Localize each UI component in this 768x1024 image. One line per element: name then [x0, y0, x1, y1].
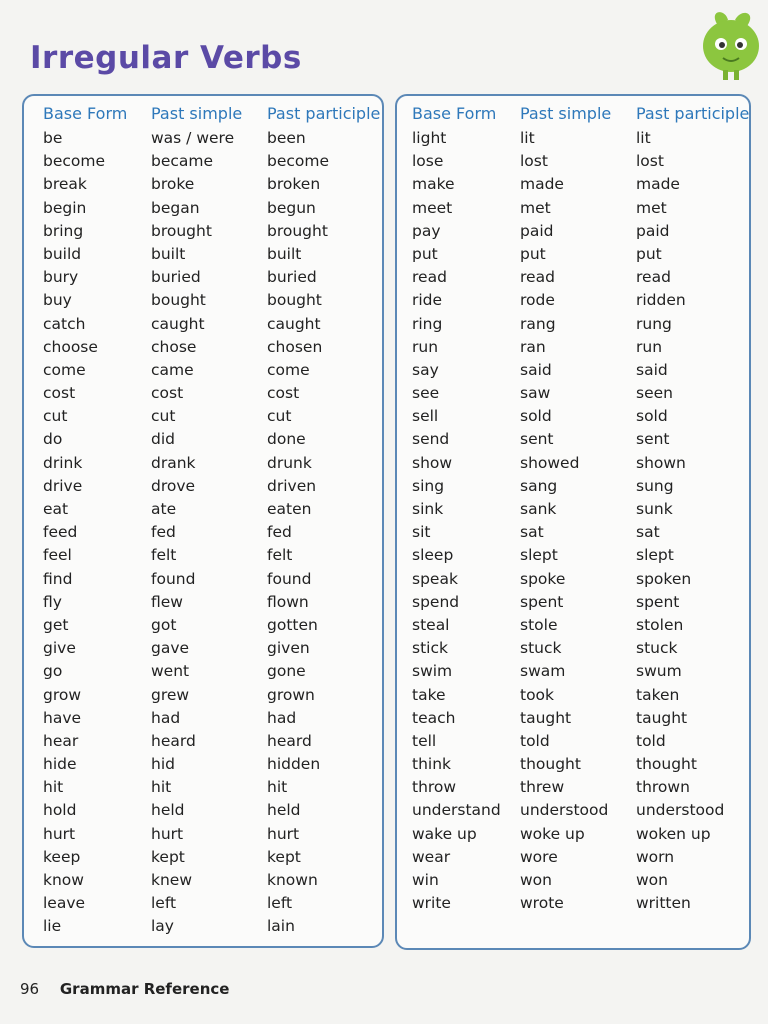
- table-row: [24, 871, 382, 894]
- table-row: [397, 477, 749, 500]
- table-row: [397, 152, 749, 175]
- past-simple-cell: began: [151, 198, 200, 217]
- past-participle-cell: drunk: [267, 453, 312, 472]
- past-simple-cell: flew: [151, 592, 183, 611]
- base-form-cell: come: [43, 360, 86, 379]
- base-form-cell: wake up: [412, 824, 477, 843]
- past-participle-cell: thought: [636, 755, 697, 774]
- table-row: [397, 384, 749, 407]
- past-simple-cell: bought: [151, 291, 206, 310]
- base-form-cell: lose: [412, 152, 444, 171]
- past-participle-cell: caught: [267, 314, 321, 333]
- past-participle-cell: sent: [636, 430, 670, 449]
- base-form-cell: understand: [412, 801, 501, 820]
- past-participle-cell: swum: [636, 662, 682, 681]
- past-participle-cell: put: [636, 244, 662, 263]
- table-row: [397, 732, 749, 755]
- base-form-cell: find: [43, 569, 73, 588]
- table-row: [24, 639, 382, 662]
- base-form-cell: take: [412, 685, 446, 704]
- base-form-cell: sell: [412, 407, 439, 426]
- past-simple-cell: got: [151, 615, 177, 634]
- base-form-cell: read: [412, 268, 447, 287]
- page-title: Irregular Verbs: [30, 40, 302, 76]
- past-simple-cell: broke: [151, 175, 195, 194]
- table-row: [24, 222, 382, 245]
- base-form-cell: send: [412, 430, 450, 449]
- past-simple-cell: cut: [151, 407, 176, 426]
- table-row: [24, 755, 382, 778]
- base-form-cell: buy: [43, 291, 72, 310]
- past-participle-cell: left: [267, 894, 293, 913]
- base-form-cell: win: [412, 871, 439, 889]
- header-base-form: Base Form: [43, 104, 128, 123]
- table-row: [397, 709, 749, 732]
- table-row: [397, 778, 749, 801]
- past-simple-cell: had: [151, 708, 181, 727]
- table-row: [397, 546, 749, 569]
- base-form-cell: show: [412, 453, 453, 472]
- base-form-cell: feed: [43, 523, 78, 542]
- past-participle-cell: understood: [636, 801, 725, 820]
- past-participle-cell: sung: [636, 476, 674, 495]
- table-row: [24, 732, 382, 755]
- base-form-cell: tell: [412, 731, 437, 750]
- past-simple-cell: went: [151, 662, 190, 681]
- past-participle-cell: begun: [267, 198, 316, 217]
- base-form-cell: speak: [412, 569, 458, 588]
- past-participle-cell: flown: [267, 592, 309, 611]
- footer-label: Grammar Reference: [59, 980, 230, 998]
- past-participle-cell: won: [636, 871, 668, 889]
- past-participle-cell: fed: [267, 523, 292, 542]
- past-participle-cell: lain: [267, 917, 295, 936]
- past-participle-cell: broken: [267, 175, 321, 194]
- table-row: [24, 593, 382, 616]
- table-row: [397, 500, 749, 523]
- past-simple-cell: found: [151, 569, 196, 588]
- table-row: [397, 315, 749, 338]
- table-row: [397, 825, 749, 848]
- past-participle-cell: rung: [636, 314, 672, 333]
- past-simple-cell: wore: [520, 847, 558, 866]
- table-row: [24, 848, 382, 871]
- past-participle-cell: given: [267, 639, 310, 658]
- table-row: [397, 894, 749, 917]
- base-form-cell: hear: [43, 731, 79, 750]
- past-simple-cell: drank: [151, 453, 196, 472]
- past-simple-cell: buried: [151, 268, 201, 287]
- past-simple-cell: heard: [151, 731, 196, 750]
- page-footer: [20, 980, 229, 998]
- table-row: [397, 338, 749, 361]
- past-simple-cell: grew: [151, 685, 190, 704]
- base-form-cell: do: [43, 430, 63, 449]
- past-simple-cell: sang: [520, 476, 558, 495]
- past-simple-cell: became: [151, 152, 214, 171]
- table-row: [24, 894, 382, 917]
- header-base-form: Base Form: [412, 104, 497, 123]
- table-row: [24, 917, 382, 940]
- past-participle-cell: gotten: [267, 615, 318, 634]
- past-simple-cell: caught: [151, 314, 205, 333]
- past-participle-cell: cost: [267, 384, 300, 403]
- verb-rows-right: [397, 129, 749, 917]
- base-form-cell: sink: [412, 500, 444, 518]
- past-participle-cell: ridden: [636, 291, 686, 310]
- past-simple-cell: taught: [520, 708, 572, 727]
- table-row: [24, 570, 382, 593]
- past-participle-cell: done: [267, 430, 306, 449]
- past-simple-cell: brought: [151, 221, 212, 240]
- past-participle-cell: heard: [267, 731, 312, 750]
- base-form-cell: bring: [43, 221, 84, 240]
- past-simple-cell: hit: [151, 778, 172, 797]
- table-row: [397, 616, 749, 639]
- table-row: [24, 825, 382, 848]
- past-participle-cell: hit: [267, 778, 288, 797]
- table-row: [397, 129, 749, 152]
- base-form-cell: run: [412, 337, 439, 356]
- base-form-cell: sing: [412, 476, 445, 495]
- past-simple-cell: kept: [151, 847, 185, 866]
- past-simple-cell: took: [520, 685, 555, 704]
- past-simple-cell: hid: [151, 755, 175, 774]
- base-form-cell: have: [43, 708, 82, 727]
- table-row: [397, 175, 749, 198]
- past-participle-cell: sunk: [636, 500, 673, 518]
- past-simple-cell: wrote: [520, 894, 564, 913]
- past-participle-cell: had: [267, 708, 297, 727]
- past-simple-cell: swam: [520, 662, 566, 681]
- base-form-cell: light: [412, 129, 447, 147]
- past-participle-cell: eaten: [267, 500, 312, 518]
- base-form-cell: hold: [43, 801, 77, 820]
- past-participle-cell: built: [267, 244, 302, 263]
- past-simple-cell: hurt: [151, 824, 184, 843]
- past-participle-cell: found: [267, 569, 312, 588]
- past-simple-cell: won: [520, 871, 552, 889]
- past-participle-cell: sat: [636, 523, 660, 542]
- verb-table-left: [22, 94, 384, 948]
- base-form-cell: begin: [43, 198, 87, 217]
- base-form-cell: cost: [43, 384, 76, 403]
- base-form-cell: steal: [412, 615, 450, 634]
- table-row: [24, 384, 382, 407]
- past-simple-cell: rode: [520, 291, 555, 310]
- header-past-simple: Past simple: [520, 104, 612, 123]
- past-participle-cell: thrown: [636, 778, 690, 797]
- base-form-cell: feel: [43, 546, 72, 565]
- past-participle-cell: told: [636, 731, 666, 750]
- past-simple-cell: put: [520, 244, 546, 263]
- base-form-cell: cut: [43, 407, 68, 426]
- mascot-icon: [695, 6, 765, 84]
- table-row: [397, 523, 749, 546]
- past-simple-cell: read: [520, 268, 555, 287]
- base-form-cell: drink: [43, 453, 83, 472]
- past-participle-cell: run: [636, 337, 663, 356]
- past-participle-cell: felt: [267, 546, 293, 565]
- base-form-cell: throw: [412, 778, 457, 797]
- base-form-cell: drive: [43, 476, 83, 495]
- past-simple-cell: ate: [151, 500, 177, 518]
- table-row: [397, 222, 749, 245]
- base-form-cell: see: [412, 384, 440, 403]
- page-number: 96: [20, 980, 40, 998]
- base-form-cell: grow: [43, 685, 82, 704]
- base-form-cell: know: [43, 871, 84, 889]
- past-simple-cell: told: [520, 731, 550, 750]
- past-simple-cell: knew: [151, 871, 193, 889]
- table-row: [24, 616, 382, 639]
- past-simple-cell: spent: [520, 592, 564, 611]
- past-simple-cell: paid: [520, 221, 554, 240]
- past-participle-cell: bought: [267, 291, 322, 310]
- table-row: [397, 801, 749, 824]
- base-form-cell: go: [43, 662, 63, 681]
- base-form-cell: eat: [43, 500, 69, 518]
- past-simple-cell: met: [520, 198, 551, 217]
- base-form-cell: hurt: [43, 824, 76, 843]
- table-row: [397, 245, 749, 268]
- base-form-cell: teach: [412, 708, 456, 727]
- past-participle-cell: spent: [636, 592, 680, 611]
- table-row: [397, 755, 749, 778]
- base-form-cell: lie: [43, 917, 62, 936]
- base-form-cell: ring: [412, 314, 443, 333]
- past-participle-cell: kept: [267, 847, 301, 866]
- past-simple-cell: rang: [520, 314, 556, 333]
- table-row: [24, 407, 382, 430]
- base-form-cell: pay: [412, 221, 441, 240]
- past-participle-cell: brought: [267, 221, 328, 240]
- past-participle-cell: slept: [636, 546, 674, 565]
- past-participle-cell: said: [636, 360, 668, 379]
- past-simple-cell: sank: [520, 500, 557, 518]
- past-simple-cell: spoke: [520, 569, 566, 588]
- base-form-cell: give: [43, 639, 76, 658]
- table-row: [24, 199, 382, 222]
- past-simple-cell: built: [151, 244, 186, 263]
- past-participle-cell: gone: [267, 662, 306, 681]
- past-participle-cell: chosen: [267, 337, 323, 356]
- past-simple-cell: saw: [520, 384, 551, 403]
- table-row: [24, 662, 382, 685]
- past-simple-cell: chose: [151, 337, 197, 356]
- past-simple-cell: stuck: [520, 639, 562, 658]
- past-participle-cell: met: [636, 198, 667, 217]
- past-simple-cell: held: [151, 801, 185, 820]
- base-form-cell: meet: [412, 198, 453, 217]
- base-form-cell: hit: [43, 778, 64, 797]
- past-simple-cell: woke up: [520, 824, 585, 843]
- header-past-participle: Past participle: [636, 104, 750, 123]
- base-form-cell: bury: [43, 268, 79, 287]
- header-past-participle: Past participle: [267, 104, 381, 123]
- past-simple-cell: did: [151, 430, 175, 449]
- table-row: [397, 199, 749, 222]
- table-row: [397, 361, 749, 384]
- base-form-cell: put: [412, 244, 438, 263]
- table-row: [24, 801, 382, 824]
- table-row: [397, 686, 749, 709]
- past-participle-cell: worn: [636, 847, 675, 866]
- table-row: [397, 430, 749, 453]
- past-participle-cell: held: [267, 801, 301, 820]
- table-row: [397, 662, 749, 685]
- table-row: [397, 871, 749, 894]
- base-form-cell: sit: [412, 523, 431, 542]
- base-form-cell: leave: [43, 894, 86, 913]
- table-row: [24, 546, 382, 569]
- past-participle-cell: known: [267, 871, 318, 889]
- past-simple-cell: felt: [151, 546, 177, 565]
- past-participle-cell: been: [267, 129, 306, 147]
- past-simple-cell: gave: [151, 639, 190, 658]
- base-form-cell: write: [412, 894, 451, 913]
- past-participle-cell: written: [636, 894, 691, 913]
- past-participle-cell: driven: [267, 476, 317, 495]
- base-form-cell: build: [43, 244, 82, 263]
- past-participle-cell: seen: [636, 384, 673, 403]
- past-participle-cell: woken up: [636, 824, 711, 843]
- table-row: [24, 315, 382, 338]
- base-form-cell: catch: [43, 314, 86, 333]
- base-form-cell: think: [412, 755, 452, 774]
- base-form-cell: choose: [43, 337, 98, 356]
- table-row: [397, 593, 749, 616]
- past-simple-cell: lost: [520, 152, 548, 171]
- table-row: [24, 361, 382, 384]
- past-simple-cell: showed: [520, 453, 580, 472]
- past-simple-cell: fed: [151, 523, 176, 542]
- past-participle-cell: come: [267, 360, 310, 379]
- past-simple-cell: threw: [520, 778, 565, 797]
- past-simple-cell: lay: [151, 917, 174, 936]
- table-row: [24, 268, 382, 291]
- past-simple-cell: drove: [151, 476, 196, 495]
- table-row: [24, 778, 382, 801]
- base-form-cell: stick: [412, 639, 448, 658]
- table-row: [24, 175, 382, 198]
- past-simple-cell: ran: [520, 337, 546, 356]
- past-simple-cell: said: [520, 360, 552, 379]
- past-simple-cell: thought: [520, 755, 581, 774]
- past-participle-cell: hidden: [267, 755, 321, 774]
- table-row: [24, 500, 382, 523]
- past-participle-cell: spoken: [636, 569, 692, 588]
- past-simple-cell: came: [151, 360, 194, 379]
- past-participle-cell: taught: [636, 708, 688, 727]
- past-simple-cell: slept: [520, 546, 558, 565]
- base-form-cell: get: [43, 615, 69, 634]
- past-participle-cell: read: [636, 268, 671, 287]
- table-row: [24, 430, 382, 453]
- past-participle-cell: become: [267, 152, 330, 171]
- table-row: [397, 848, 749, 871]
- past-participle-cell: sold: [636, 407, 668, 426]
- base-form-cell: become: [43, 152, 106, 171]
- table-row: [397, 407, 749, 430]
- table-row: [397, 454, 749, 477]
- past-participle-cell: hurt: [267, 824, 300, 843]
- table-row: [397, 639, 749, 662]
- past-simple-cell: understood: [520, 801, 609, 820]
- header-past-simple: Past simple: [151, 104, 243, 123]
- past-participle-cell: stolen: [636, 615, 684, 634]
- past-simple-cell: lit: [520, 129, 535, 147]
- past-participle-cell: made: [636, 175, 680, 194]
- past-simple-cell: was / were: [151, 129, 235, 147]
- past-participle-cell: taken: [636, 685, 680, 704]
- base-form-cell: say: [412, 360, 439, 379]
- table-row: [397, 291, 749, 314]
- verb-table-right: [395, 94, 751, 950]
- base-form-cell: hide: [43, 755, 77, 774]
- table-row: [24, 152, 382, 175]
- base-form-cell: spend: [412, 592, 460, 611]
- table-row: [24, 523, 382, 546]
- table-row: [24, 477, 382, 500]
- table-row: [24, 686, 382, 709]
- past-participle-cell: shown: [636, 453, 686, 472]
- table-row: [397, 268, 749, 291]
- base-form-cell: wear: [412, 847, 451, 866]
- table-row: [24, 338, 382, 361]
- base-form-cell: make: [412, 175, 455, 194]
- past-simple-cell: sent: [520, 430, 554, 449]
- past-simple-cell: left: [151, 894, 177, 913]
- past-participle-cell: lost: [636, 152, 664, 171]
- past-participle-cell: buried: [267, 268, 317, 287]
- past-simple-cell: cost: [151, 384, 184, 403]
- past-simple-cell: sat: [520, 523, 544, 542]
- past-participle-cell: paid: [636, 221, 670, 240]
- past-simple-cell: sold: [520, 407, 552, 426]
- past-simple-cell: made: [520, 175, 564, 194]
- base-form-cell: fly: [43, 592, 62, 611]
- table-row: [24, 709, 382, 732]
- verb-rows-left: [24, 129, 382, 941]
- table-row: [397, 570, 749, 593]
- table-row: [24, 245, 382, 268]
- base-form-cell: sleep: [412, 546, 454, 565]
- table-row: [24, 129, 382, 152]
- table-row: [24, 454, 382, 477]
- past-simple-cell: stole: [520, 615, 558, 634]
- base-form-cell: swim: [412, 662, 453, 681]
- past-participle-cell: stuck: [636, 639, 678, 658]
- past-participle-cell: grown: [267, 685, 315, 704]
- base-form-cell: be: [43, 129, 63, 147]
- past-participle-cell: lit: [636, 129, 651, 147]
- base-form-cell: ride: [412, 291, 443, 310]
- table-row: [24, 291, 382, 314]
- base-form-cell: break: [43, 175, 87, 194]
- past-participle-cell: cut: [267, 407, 292, 426]
- base-form-cell: keep: [43, 847, 81, 866]
